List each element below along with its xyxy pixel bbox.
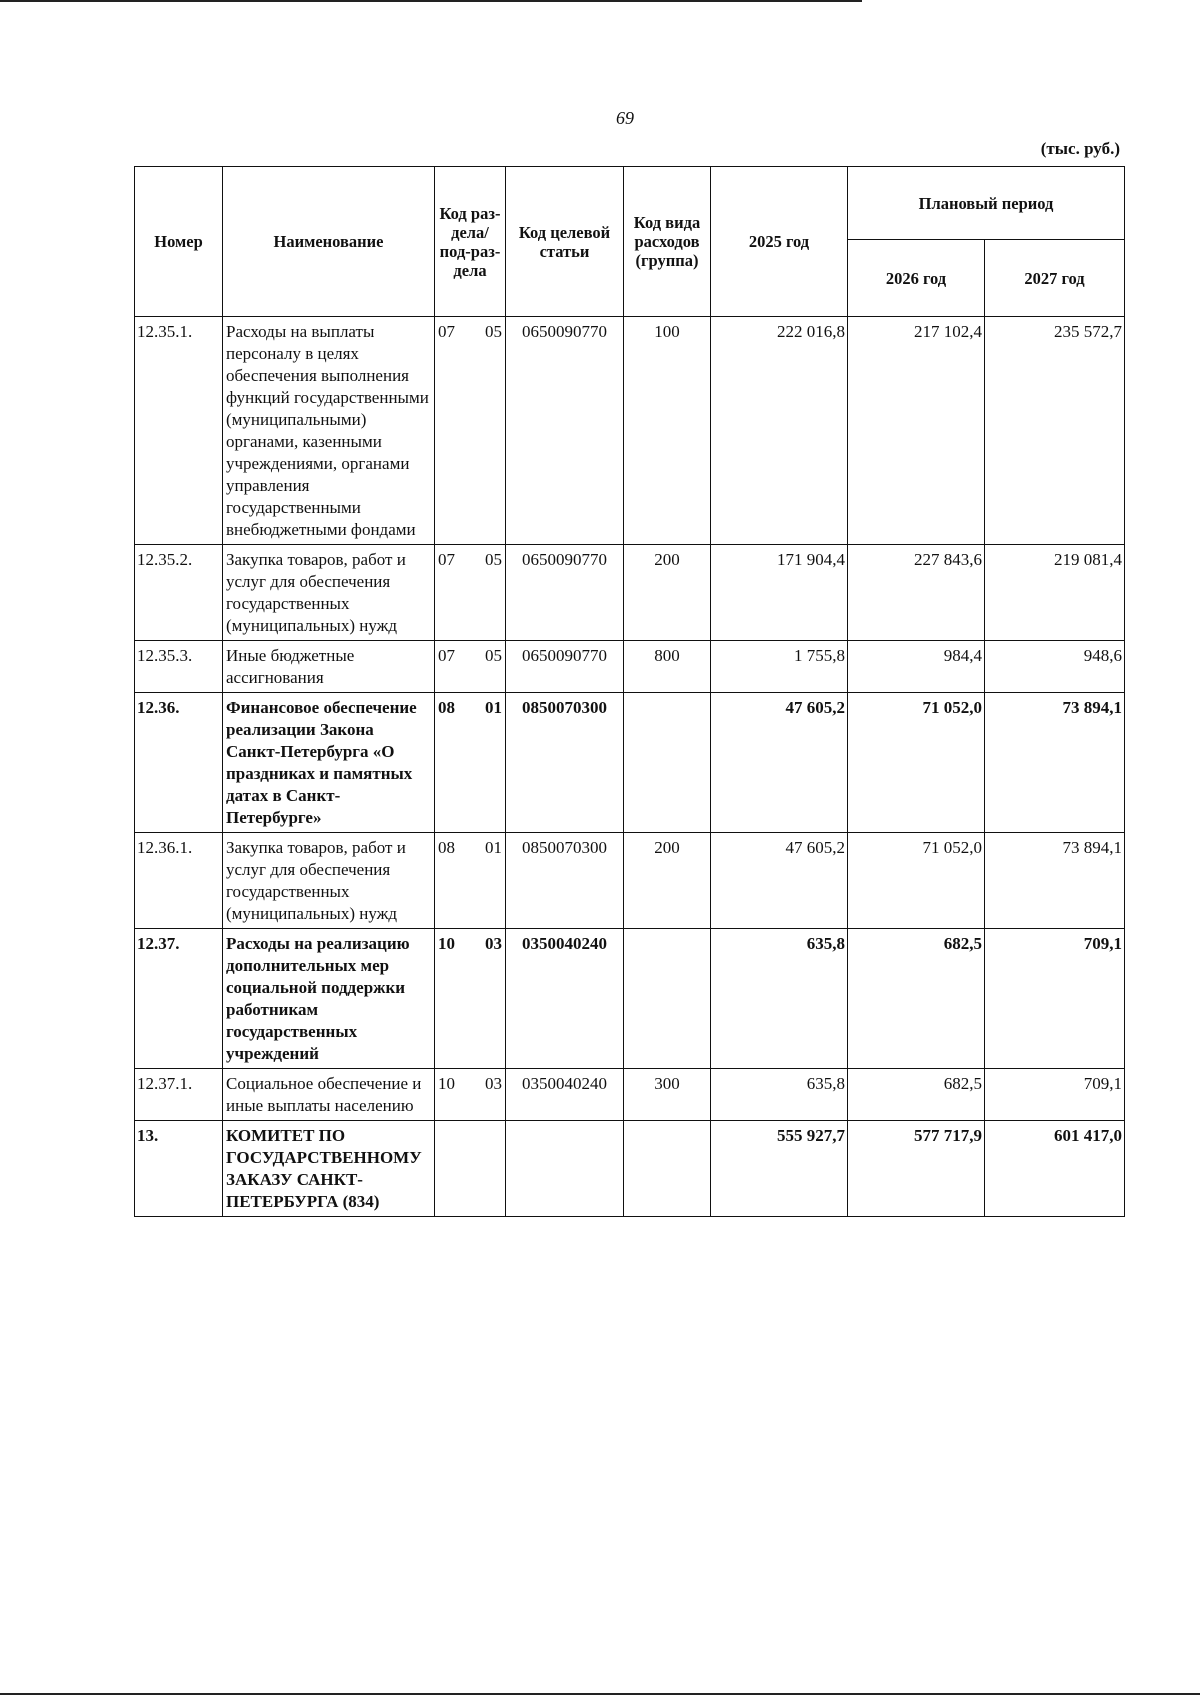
row-expense-type: 800: [624, 641, 711, 693]
table-row: [135, 1069, 1125, 1121]
row-section-code: [435, 317, 506, 545]
row-name: Закупка товаров, работ и услуг для обеспечения государственных (муниципальных) нужд: [223, 833, 435, 929]
table-row: [135, 693, 1125, 833]
section-code: 08: [438, 838, 455, 857]
section-code: 08: [438, 698, 455, 717]
row-expense-type: 200: [624, 545, 711, 641]
row-section-code: [435, 833, 506, 929]
row-target-code: 0650090770: [506, 317, 624, 545]
units-label: (тыс. руб.): [1040, 139, 1120, 158]
subsection-code: 01: [485, 698, 502, 717]
row-expense-type: 200: [624, 833, 711, 929]
row-target-code: 0650090770: [506, 545, 624, 641]
subsection-code: 05: [485, 550, 502, 569]
row-target-code: 0850070300: [506, 833, 624, 929]
row-amount-2025: 635,8: [711, 1069, 848, 1121]
row-section-code: [435, 693, 506, 833]
row-name: Социальное обеспечение и иные выплаты населению: [223, 1069, 435, 1121]
top-scan-rule: [0, 0, 862, 2]
row-expense-type: 300: [624, 1069, 711, 1121]
row-target-code: 0850070300: [506, 693, 624, 833]
row-amount-2026: 71 052,0: [848, 693, 985, 833]
row-name: Финансовое обеспечение реализации Закона Санкт-Петербурга «О праздниках и памятных датах в Санкт-Петербурге»: [223, 693, 435, 833]
row-name: КОМИТЕТ ПО ГОСУДАРСТВЕННОМУ ЗАКАЗУ САНКТ-ПЕТЕРБУРГА (834): [223, 1121, 435, 1217]
row-number: 12.35.1.: [135, 317, 223, 545]
row-number: 12.35.3.: [135, 641, 223, 693]
row-amount-2025: 47 605,2: [711, 833, 848, 929]
subsection-code: 05: [485, 646, 502, 665]
row-section-code: [435, 1069, 506, 1121]
table-row: [135, 929, 1125, 1069]
header-planned-period: Плановый период: [848, 167, 1125, 240]
header-target: Код целевой статьи: [506, 167, 624, 317]
subsection-code: 05: [485, 322, 502, 341]
row-section-code: [435, 641, 506, 693]
row-section-code: [435, 929, 506, 1069]
section-code: 07: [438, 646, 455, 665]
page-number: 69: [616, 108, 634, 128]
row-amount-2026: 984,4: [848, 641, 985, 693]
row-section-code: [435, 545, 506, 641]
section-code: 07: [438, 550, 455, 569]
row-amount-2027: 73 894,1: [985, 833, 1125, 929]
section-code: 10: [438, 1074, 455, 1093]
section-code: 07: [438, 322, 455, 341]
row-target-code: 0350040240: [506, 929, 624, 1069]
row-amount-2027: 709,1: [985, 929, 1125, 1069]
table-row: [135, 545, 1125, 641]
row-amount-2027: 73 894,1: [985, 693, 1125, 833]
row-number: 12.37.1.: [135, 1069, 223, 1121]
row-name: Иные бюджетные ассигнования: [223, 641, 435, 693]
row-amount-2025: 222 016,8: [711, 317, 848, 545]
row-name: Расходы на реализацию дополнительных мер социальной поддержки работникам государственных учреждений: [223, 929, 435, 1069]
row-amount-2025: 1 755,8: [711, 641, 848, 693]
header-year-2025: 2025 год: [711, 167, 848, 317]
header-number: Номер: [135, 167, 223, 317]
subsection-code: 03: [485, 1074, 502, 1093]
table-row: [135, 317, 1125, 545]
row-amount-2026: 227 843,6: [848, 545, 985, 641]
table-row: [135, 1121, 1125, 1217]
subsection-code: 03: [485, 934, 502, 953]
row-amount-2026: 217 102,4: [848, 317, 985, 545]
row-name: Закупка товаров, работ и услуг для обеспечения государственных (муниципальных) нужд: [223, 545, 435, 641]
row-amount-2025: 555 927,7: [711, 1121, 848, 1217]
row-amount-2027: 219 081,4: [985, 545, 1125, 641]
row-number: 13.: [135, 1121, 223, 1217]
section-code: 10: [438, 934, 455, 953]
budget-table: [134, 166, 1125, 1217]
table-body: [135, 317, 1125, 1217]
table-header: [135, 167, 1125, 317]
header-year-2027: 2027 год: [985, 240, 1125, 317]
row-amount-2027: 709,1: [985, 1069, 1125, 1121]
row-amount-2025: 171 904,4: [711, 545, 848, 641]
row-expense-type: 100: [624, 317, 711, 545]
row-number: 12.35.2.: [135, 545, 223, 641]
row-number: 12.36.1.: [135, 833, 223, 929]
row-amount-2027: 235 572,7: [985, 317, 1125, 545]
row-amount-2026: 71 052,0: [848, 833, 985, 929]
row-target-code: 0350040240: [506, 1069, 624, 1121]
row-target-code: [506, 1121, 624, 1217]
header-expense-type: Код вида расходов (группа): [624, 167, 711, 317]
row-amount-2026: 577 717,9: [848, 1121, 985, 1217]
row-expense-type: [624, 693, 711, 833]
table-row: [135, 641, 1125, 693]
header-name: Наименование: [223, 167, 435, 317]
row-expense-type: [624, 929, 711, 1069]
row-name: Расходы на выплаты персоналу в целях обеспечения выполнения функций государственными (муниципальными) органами, казенными учреждениями, органами управления государственными внебюджетными фондами: [223, 317, 435, 545]
header-year-2026: 2026 год: [848, 240, 985, 317]
row-amount-2027: 948,6: [985, 641, 1125, 693]
row-expense-type: [624, 1121, 711, 1217]
row-amount-2027: 601 417,0: [985, 1121, 1125, 1217]
row-section-code: [435, 1121, 506, 1217]
header-section: Код раз-дела/ под-раз-дела: [435, 167, 506, 317]
row-number: 12.36.: [135, 693, 223, 833]
row-target-code: 0650090770: [506, 641, 624, 693]
row-amount-2026: 682,5: [848, 1069, 985, 1121]
row-amount-2025: 47 605,2: [711, 693, 848, 833]
row-amount-2026: 682,5: [848, 929, 985, 1069]
row-amount-2025: 635,8: [711, 929, 848, 1069]
row-number: 12.37.: [135, 929, 223, 1069]
table-row: [135, 833, 1125, 929]
subsection-code: 01: [485, 838, 502, 857]
